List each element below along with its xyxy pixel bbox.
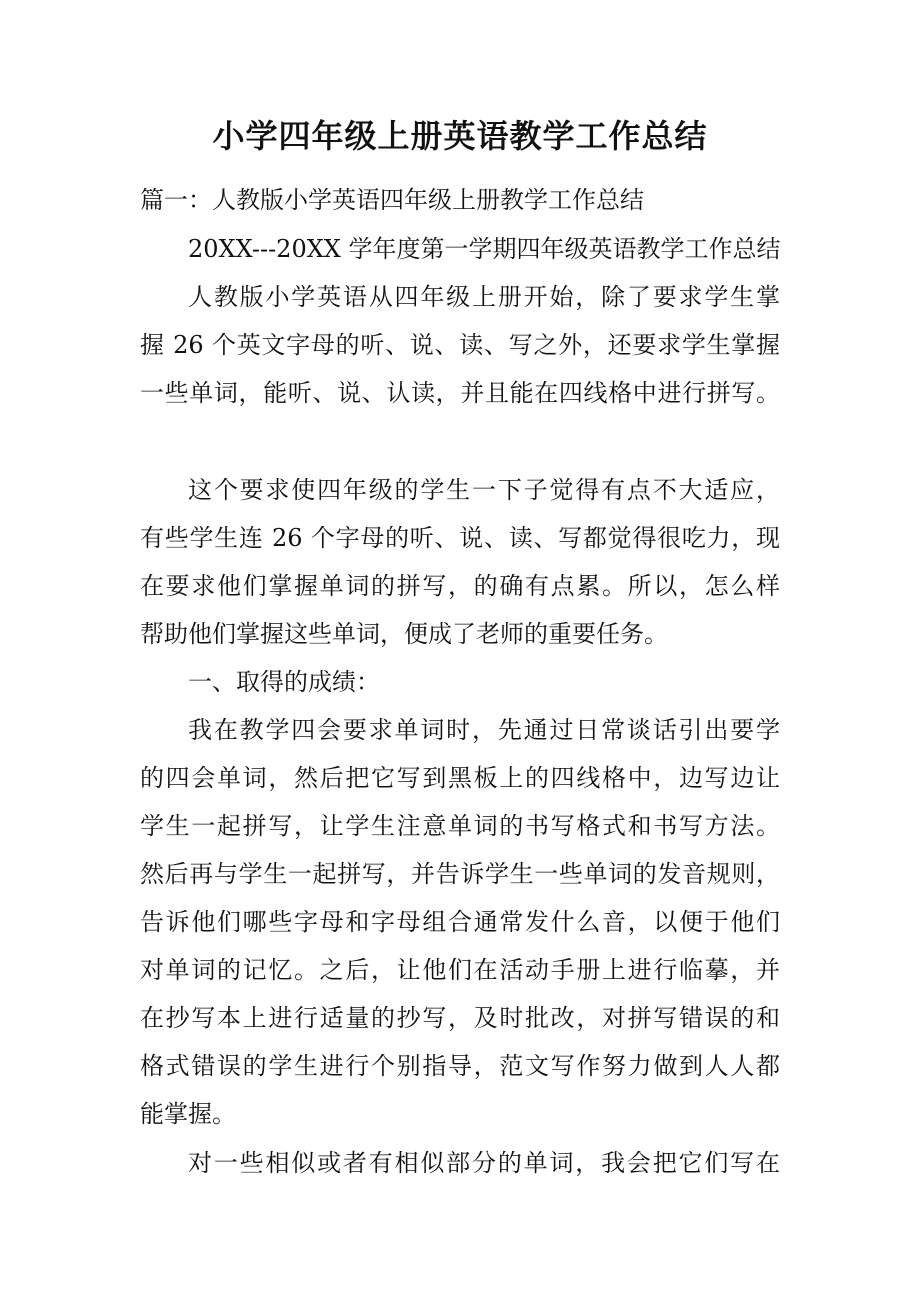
paragraph-line: 我在教学四会要求单词时，先通过日常谈话引出要学 [188, 716, 780, 744]
paragraph-line: 握 26 个英文字母的听、说、读、写之外，还要求学生掌握 [140, 331, 780, 359]
paragraph-line: 在抄写本上进行适量的抄写，及时批改，对拼写错误的和 [140, 1004, 780, 1032]
paragraph-line: 在要求他们掌握单词的拼写，的确有点累。所以，怎么样 [140, 572, 780, 600]
section-heading: 篇一：人教版小学英语四年级上册教学工作总结 [140, 186, 644, 214]
paragraph-line: 帮助他们掌握这些单词，便成了老师的重要任务。 [140, 620, 668, 648]
paragraph-line: 格式错误的学生进行个别指导，范文写作努力做到人人都 [140, 1052, 780, 1080]
paragraph-line: 对一些相似或者有相似部分的单词，我会把它们写在 [188, 1149, 780, 1177]
paragraph-line: 对单词的记忆。之后，让他们在活动手册上进行临摹，并 [140, 956, 780, 984]
paragraph-line: 有些学生连 26 个字母的听、说、读、写都觉得很吃力，现 [140, 524, 780, 552]
section-heading: 一、取得的成绩： [188, 668, 380, 696]
paragraph-line: 告诉他们哪些字母和字母组合通常发什么音，以便于他们 [140, 908, 780, 936]
paragraph-line: 这个要求使四年级的学生一下子觉得有点不大适应， [188, 476, 780, 504]
paragraph-line: 然后再与学生一起拼写，并告诉学生一些单词的发音规则， [140, 860, 780, 888]
paragraph-line: 一些单词，能听、说、认读，并且能在四线格中进行拼写。 [140, 379, 780, 407]
paragraph-line: 学生一起拼写，让学生注意单词的书写格式和书写方法。 [140, 812, 780, 840]
paragraph-line: 20XX---20XX 学年度第一学期四年级英语教学工作总结 [188, 235, 781, 263]
paragraph-line: 的四会单词，然后把它写到黑板上的四线格中，边写边让 [140, 764, 780, 792]
paragraph-line: 能掌握。 [140, 1100, 236, 1128]
document-title: 小学四年级上册英语教学工作总结 [212, 117, 708, 155]
paragraph-line: 人教版小学英语从四年级上册开始，除了要求学生掌 [188, 283, 780, 311]
